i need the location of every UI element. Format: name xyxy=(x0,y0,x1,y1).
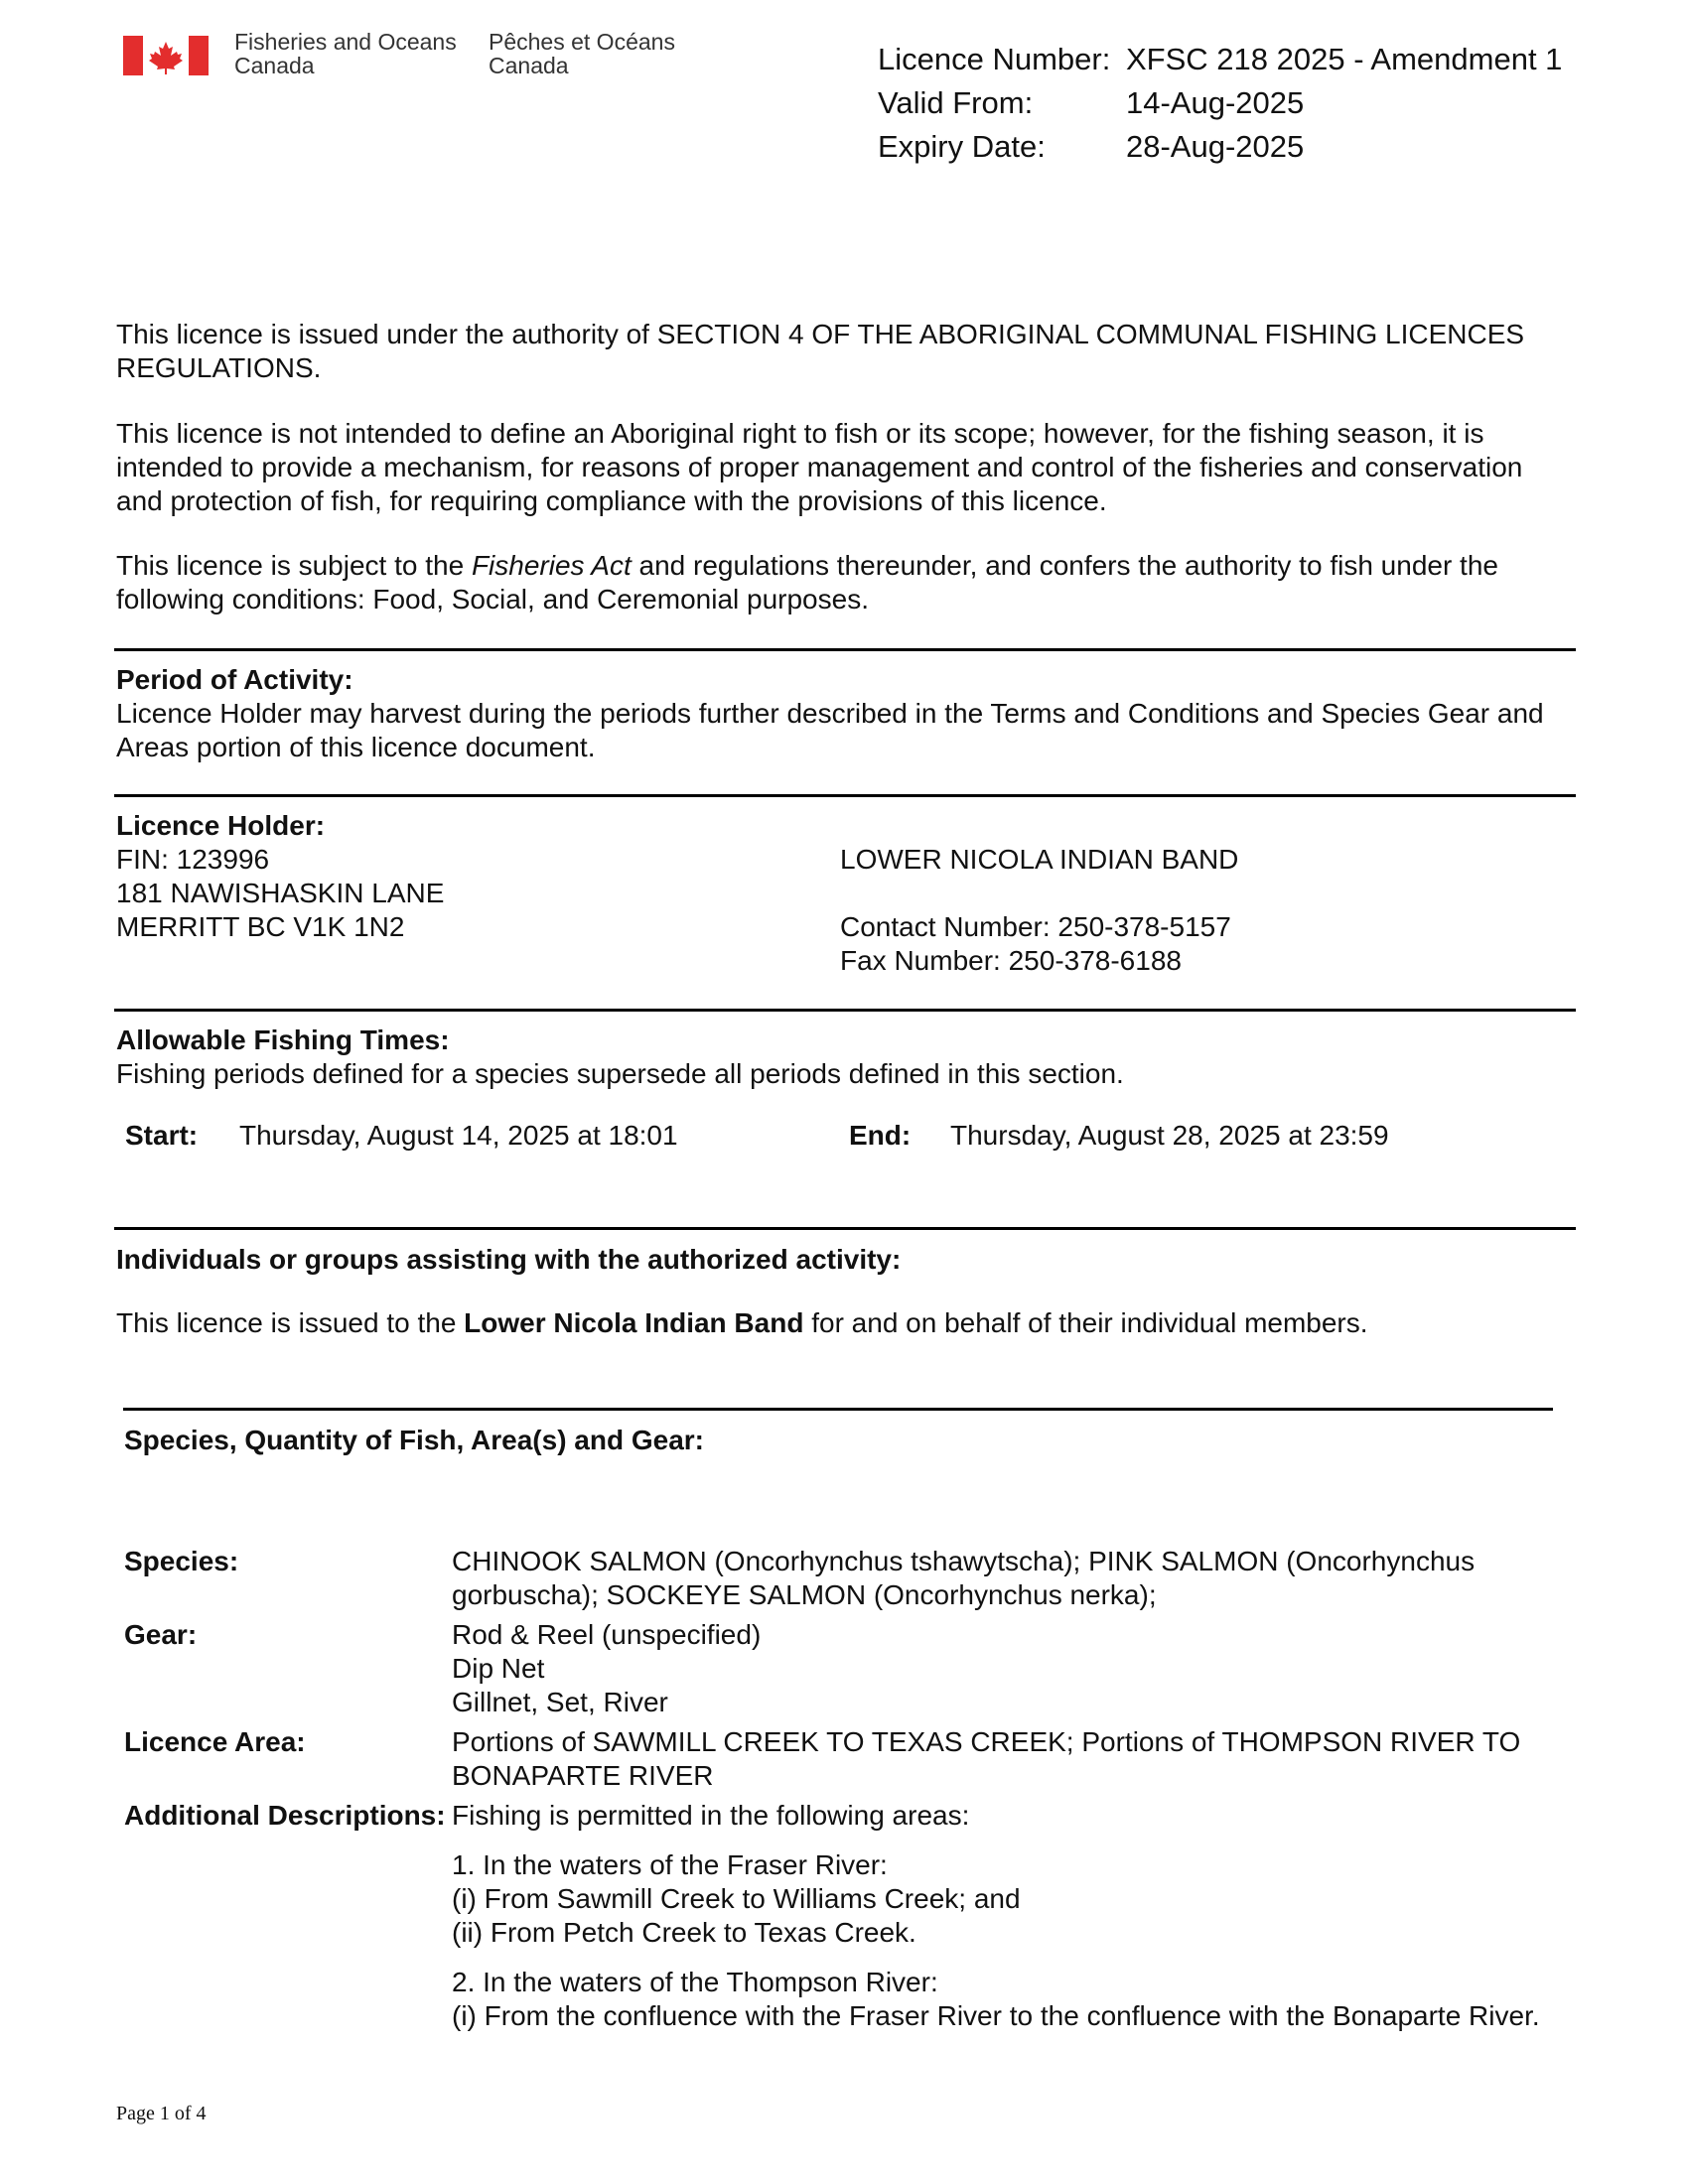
times-section xyxy=(116,1024,1576,1091)
holder-contact-number: Contact Number: 250-378-5157 xyxy=(840,911,1231,942)
holder-address-line1: 181 NAWISHASKIN LANE xyxy=(116,878,445,908)
holder-contact xyxy=(840,843,1238,978)
gear-row xyxy=(124,1618,1554,1719)
licence-number: XFSC 218 2025 - Amendment 1 xyxy=(1126,42,1563,76)
expiry-date: 28-Aug-2025 xyxy=(1126,129,1305,164)
intro-paragraph-3: This licence is subject to the Fisheries Act and regulations thereunder, and confers the authority to fish under the following conditions: Food, Social, and Ceremonial purposes. xyxy=(116,550,1498,614)
species-heading: Species, Quantity of Fish, Area(s) and Gear: xyxy=(124,1425,704,1455)
section-divider xyxy=(123,1408,1553,1411)
licence-number-label: Licence Number: xyxy=(878,42,1111,76)
fraser-item: 1. In the waters of the Fraser River: xyxy=(452,1849,888,1880)
licence-meta xyxy=(878,38,1562,169)
area-row xyxy=(124,1725,1554,1793)
assist-heading: Individuals or groups assisting with the authorized activity: xyxy=(116,1244,902,1275)
species-value: CHINOOK SALMON (Oncorhynchus tshawytscha); PINK SALMON (Oncorhynchus gorbuscha); SOCKEYE SALMON (Oncorhynchus nerka); xyxy=(452,1546,1476,1610)
start-label: Start: xyxy=(125,1120,199,1151)
species-label: Species: xyxy=(124,1546,239,1576)
holder-address xyxy=(116,843,444,944)
period-heading: Period of Activity: xyxy=(116,664,353,695)
holder-fax-number: Fax Number: 250-378-6188 xyxy=(840,945,1182,976)
thompson-item: (i) From the confluence with the Fraser River to the confluence with the Bonaparte River. xyxy=(452,2000,1540,2031)
section-divider xyxy=(114,1009,1576,1012)
gear-list xyxy=(452,1618,761,1719)
holder-name: LOWER NICOLA INDIAN BAND xyxy=(840,844,1239,875)
times-heading: Allowable Fishing Times: xyxy=(116,1024,450,1055)
end-label: End: xyxy=(849,1120,912,1151)
area-label: Licence Area: xyxy=(124,1726,306,1757)
department-name-fr: Pêches et Océans Canada xyxy=(489,29,675,78)
holder-section xyxy=(116,809,1576,843)
fraser-item: (ii) From Petch Creek to Texas Creek. xyxy=(452,1917,916,1948)
period-section xyxy=(116,663,1576,764)
holder-heading: Licence Holder: xyxy=(116,810,326,841)
assist-text: This licence is issued to the Lower Nicola Indian Band for and on behalf of their individual members. xyxy=(116,1307,1368,1338)
valid-from: 14-Aug-2025 xyxy=(1126,85,1305,120)
holder-fin: FIN: 123996 xyxy=(116,844,270,875)
assist-section xyxy=(116,1243,1576,1277)
expiry-label: Expiry Date: xyxy=(878,129,1046,164)
species-details xyxy=(124,1545,1554,2033)
canada-flag-logo xyxy=(123,36,209,75)
page-number: Page 1 of 4 xyxy=(116,2103,207,2124)
period-text: Licence Holder may harvest during the periods further described in the Terms and Conditions and Species Gear and Areas portion of this licence document. xyxy=(116,698,1544,762)
section-divider xyxy=(114,794,1576,797)
additional-value xyxy=(452,1799,1540,2033)
area-value: Portions of SAWMILL CREEK TO TEXAS CREEK; Portions of THOMPSON RIVER TO BONAPARTE RIVER xyxy=(452,1726,1521,1791)
gear-label: Gear: xyxy=(124,1619,198,1650)
end-time: Thursday, August 28, 2025 at 23:59 xyxy=(950,1120,1389,1151)
intro-paragraph-2: This licence is not intended to define an Aboriginal right to fish or its scope; however, for the fishing season, it is intended to provide a mechanism, for reasons of proper management and control of the fisheries and conservation and protection of fish, for requiring compliance with the provisions of this licence. xyxy=(116,418,1523,516)
times-note: Fishing periods defined for a species supersede all periods defined in this section. xyxy=(116,1058,1124,1089)
section-divider xyxy=(114,1227,1576,1230)
gear-item: Dip Net xyxy=(452,1653,545,1684)
section-divider xyxy=(114,648,1576,651)
gear-item: Gillnet, Set, River xyxy=(452,1687,668,1717)
holder-address-line2: MERRITT BC V1K 1N2 xyxy=(116,911,405,942)
additional-label: Additional Descriptions: xyxy=(124,1800,446,1831)
department-name-en: Fisheries and Oceans Canada xyxy=(234,29,457,78)
thompson-item: 2. In the waters of the Thompson River: xyxy=(452,1967,938,1997)
additional-row xyxy=(124,1799,1554,2033)
species-row xyxy=(124,1545,1554,1612)
start-time: Thursday, August 14, 2025 at 18:01 xyxy=(239,1120,678,1151)
intro-paragraph-1: This licence is issued under the authority of SECTION 4 OF THE ABORIGINAL COMMUNAL FISHING LICENCES REGULATIONS. xyxy=(116,319,1525,383)
valid-from-label: Valid From: xyxy=(878,85,1034,120)
fraser-item: (i) From Sawmill Creek to Williams Creek; and xyxy=(452,1883,1021,1914)
additional-intro: Fishing is permitted in the following areas: xyxy=(452,1800,970,1831)
gear-item: Rod & Reel (unspecified) xyxy=(452,1619,762,1650)
